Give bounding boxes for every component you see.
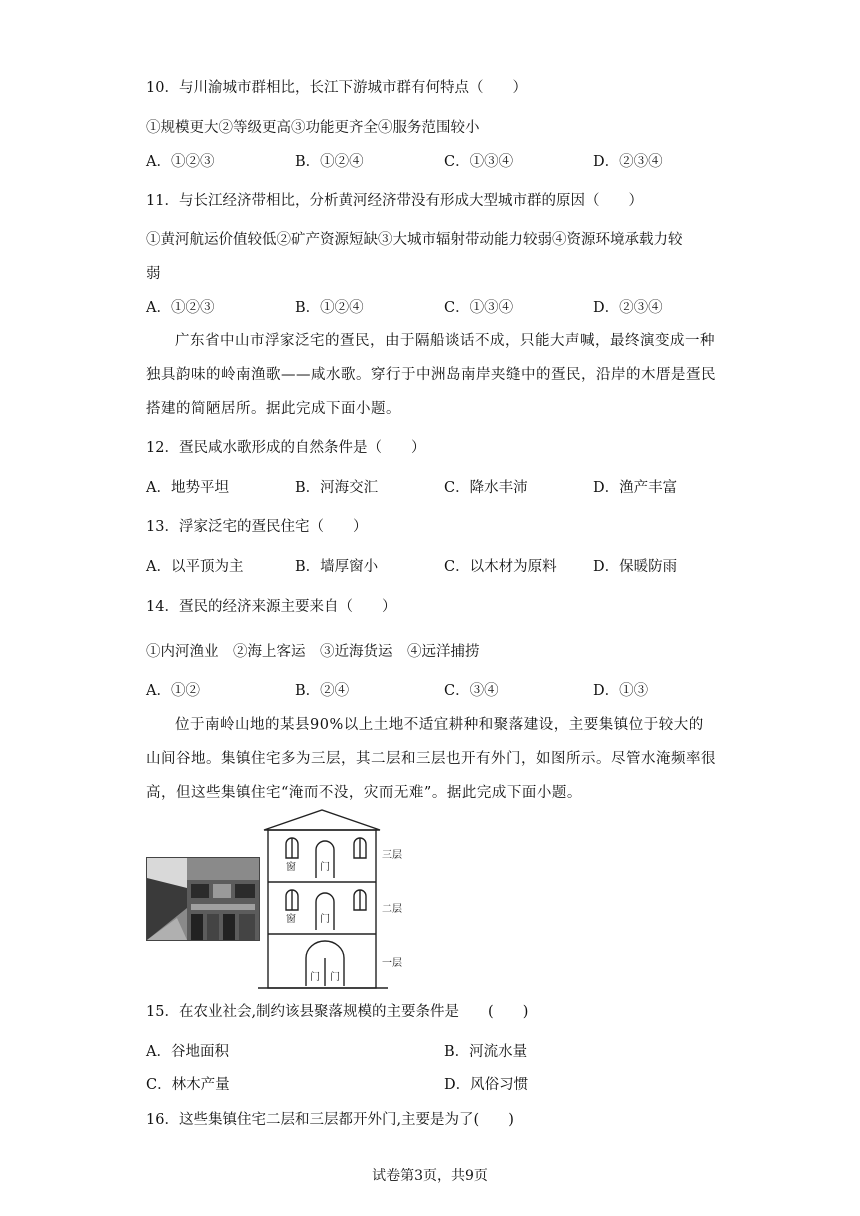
q10-option-b[interactable]: B．①②④	[295, 154, 364, 170]
question-12-stem: 12．疍民咸水歌形成的自然条件是（ ）	[146, 440, 426, 456]
floor-label-2: 二层	[382, 904, 402, 915]
question-13-stem: 13．浮家泛宅的疍民住宅（ ）	[146, 519, 368, 535]
q11-option-c[interactable]: C．①③④	[444, 300, 514, 316]
window-label-2f: 窗	[286, 914, 296, 925]
q15-option-c[interactable]: C．林木产量	[146, 1077, 230, 1093]
door-label-2f: 门	[320, 914, 330, 925]
q15-option-a[interactable]: A．谷地面积	[146, 1044, 229, 1060]
q12-option-b[interactable]: B．河海交汇	[295, 480, 379, 496]
q13-option-c[interactable]: C．以木材为原料	[444, 559, 557, 575]
floor-label-1: 一层	[382, 958, 402, 969]
passage-danmin: 广东省中山市浮家泛宅的疍民，由于隔船谈话不成，只能大声喊，最终演变成一种独具韵味的岭南渔歌——咸水歌。穿行于中洲岛南岸夹缝中的疍民，沿岸的木厝是疍民搭建的简陋居所。据此完成下面小题。	[146, 333, 716, 417]
q14-option-d[interactable]: D．①③	[593, 683, 649, 699]
q12-option-a[interactable]: A．地势平坦	[146, 480, 229, 496]
question-11-stem: 11．与长江经济带相比，分析黄河经济带没有形成大型城市群的原因（ ）	[146, 193, 643, 209]
question-15-stem: 15．在农业社会,制约该县聚落规模的主要条件是 ( )	[146, 1004, 529, 1020]
question-11-statements-cont: 弱	[146, 266, 161, 282]
question-10-stem: 10．与川渝城市群相比，长江下游城市群有何特点（ ）	[146, 80, 527, 96]
passage-nanling: 位于南岭山地的某县90%以上土地不适宜耕种和聚落建设，主要集镇位于较大的山间谷地。集镇住宅多为三层，其二层和三层也开有外门，如图所示。尽管水淹频率很高，但这些集镇住宅“淹而不没，灾而无难”。据此完成下面小题。	[146, 717, 716, 801]
q15-option-b[interactable]: B．河流水量	[444, 1044, 528, 1060]
q10-option-a[interactable]: A．①②③	[146, 154, 215, 170]
q10-option-c[interactable]: C．①③④	[444, 154, 514, 170]
page-footer: 试卷第3页，共9页	[372, 1168, 488, 1184]
q14-option-c[interactable]: C．③④	[444, 683, 499, 699]
q13-option-d[interactable]: D．保暖防雨	[593, 559, 678, 575]
window-label-3f: 窗	[286, 862, 296, 873]
q11-option-b[interactable]: B．①②④	[295, 300, 364, 316]
q11-option-d[interactable]: D．②③④	[593, 300, 663, 316]
q12-option-d[interactable]: D．渔产丰富	[593, 480, 678, 496]
door-label-1f-right: 门	[330, 972, 340, 983]
door-label-1f-left: 门	[310, 972, 320, 983]
question-11-statements: ①黄河航运价值较低②矿产资源短缺③大城市辐射带动能力较弱④资源环境承载力较	[146, 232, 683, 248]
q13-option-a[interactable]: A．以平顶为主	[146, 559, 244, 575]
question-10-statements: ①规模更大②等级更高③功能更齐全④服务范围较小	[146, 120, 480, 136]
door-label-3f: 门	[320, 862, 330, 873]
q15-option-d[interactable]: D．风俗习惯	[444, 1077, 529, 1093]
q14-option-a[interactable]: A．①②	[146, 683, 200, 699]
q13-option-b[interactable]: B．墙厚窗小	[295, 559, 379, 575]
floor-label-3: 三层	[382, 850, 402, 861]
question-16-stem: 16．这些集镇住宅二层和三层都开外门,主要是为了( )	[146, 1112, 514, 1128]
q11-option-a[interactable]: A．①②③	[146, 300, 215, 316]
q10-option-d[interactable]: D．②③④	[593, 154, 663, 170]
street-photo	[146, 857, 260, 941]
question-14-statements: ①内河渔业 ②海上客运 ③近海货运 ④远洋捕捞	[146, 644, 480, 660]
question-14-stem: 14．疍民的经济来源主要来自（ ）	[146, 599, 397, 615]
q14-option-b[interactable]: B．②④	[295, 683, 350, 699]
house-diagram	[258, 808, 418, 994]
q12-option-c[interactable]: C．降水丰沛	[444, 480, 528, 496]
